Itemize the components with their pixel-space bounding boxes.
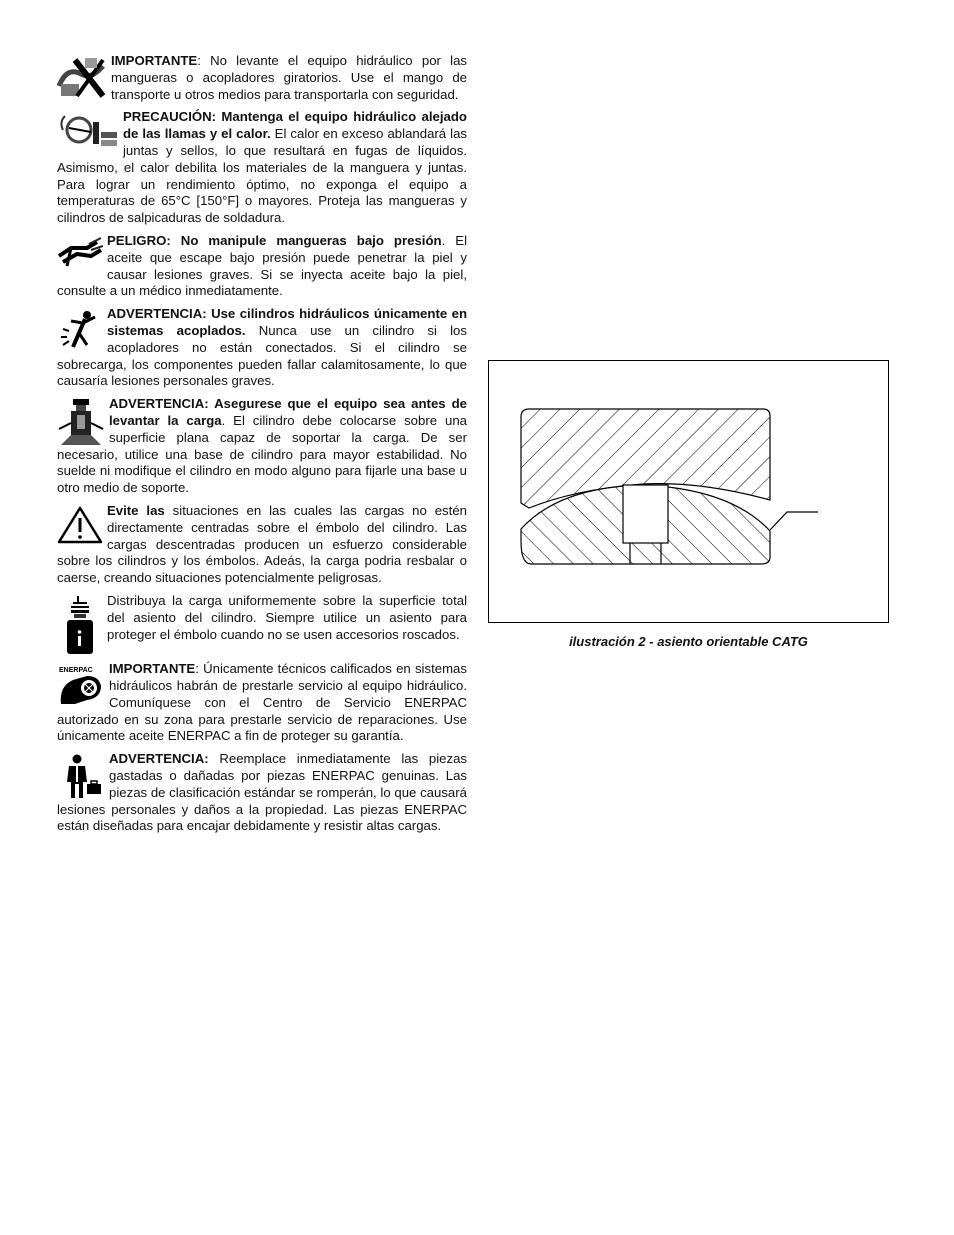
catg-saddle-figure	[488, 360, 889, 623]
safety-block-coupled-systems	[57, 306, 467, 390]
block-lead-tail: :	[197, 53, 201, 68]
block-lead-tail: :	[204, 751, 209, 767]
cylinder-load-icon	[57, 399, 105, 445]
block-lead: IMPORTANTE	[109, 661, 196, 677]
block-text: El calor en exceso ablandará las juntas y sellos, lo que resultará en fugas de líquidos. Asimismo, el calor debilita los materiales de la manguera y juntas. Para lograr un rendimiento óptimo, no exponga el equipo a temperaturas de 65°C [150°F] o mayores. Proteja las mangueras y cilindros de salpicaduras de soldadura.	[57, 126, 468, 226]
block-lead: Evite las	[107, 502, 165, 518]
warning-triangle-icon	[57, 506, 103, 544]
hand-injection-icon	[57, 236, 103, 270]
catg-saddle-drawing	[489, 361, 890, 624]
block-text: Distribuya la carga uniformemente sobre la superficie total del asiento del cilindro. Siempre utilice un asiento para proteger el émbolo cuando no se usen accesorios roscados.	[107, 592, 467, 642]
safety-block-no-lift-hose	[57, 53, 467, 103]
block-lead: ADVERTENCIA:	[109, 396, 209, 412]
figure-caption: ilustración 2 - asiento orientable CATG	[569, 634, 808, 649]
block-text: Reemplace inmediatamente las piezas gastadas o dañadas por piezas ENERPAC genuinas. Las piezas de clasificación estándar se romperán, lo que causará lesiones personales y daños a la propiedad. Las piezas ENERPAC están diseñadas para encajar debidamente y resistir altas cargas.	[57, 751, 467, 834]
block-lead: IMPORTANTE	[111, 53, 198, 68]
block-text: . El aceite que escape bajo presión puede penetrar la piel y causar lesiones graves. Si se inyecta aceite bajo la piel, consulte a un médico inmediatamente.	[57, 232, 467, 299]
enerpac-service-icon	[57, 664, 105, 708]
safety-block-genuine-parts	[57, 751, 467, 835]
block-lead: PELIGRO:	[107, 232, 171, 248]
heat-flame-icon	[57, 112, 119, 150]
safety-block-pressure-hose	[57, 233, 467, 300]
block-text: . El cilindro debe colocarse sobre una superficie plana capaz de soportar la carga. De ser necesario, utilice una base de cilindro para mayor estabilidad. No suelde ni modifique el cilindro en modo alguno para fijarle una base u otro medio de soporte.	[57, 412, 467, 496]
block-lead: ADVERTENCIA:	[107, 306, 207, 322]
block-lead: ADVERTENCIA	[109, 751, 205, 767]
safety-block-distribute-load	[57, 593, 467, 643]
block-lead-tail: :	[195, 661, 199, 677]
cylinder-saddle-icon	[57, 596, 103, 654]
block-bold-text: No manipule mangueras bajo presión	[170, 232, 442, 248]
block-lead-tail: :	[211, 109, 217, 125]
block-lead: PRECAUCIÓN	[123, 109, 212, 125]
enerpac-logo-text: ENERPAC	[59, 667, 93, 675]
safety-block-stable-base	[57, 396, 467, 497]
no-lift-by-hose-icon	[57, 56, 107, 100]
technician-icon	[57, 754, 105, 798]
block-text: situaciones en las cuales las cargas no estén directamente centradas sobre el émbolo del cilindro. Las cargas descentradas producen un esfuerzo considerable sobre los cilindros y los émbolos. Adeás, la carga podria resbalar o caerse, creando situaciones potencialmente peligrosas.	[57, 502, 467, 586]
block-bold-text: Use cilindros hidráulicos únicamente en sistemas acoplados.	[107, 306, 467, 338]
block-bold-text: Mantenga el equipo hidráulico alejado de las llamas y el calor.	[123, 109, 467, 142]
block-text: No levante el equipo hidráulico por las mangueras o acopladores giratorios. Use el mango de transporte u otros medios para transportarla con seguridad.	[111, 53, 467, 102]
safety-block-off-center-loads	[57, 503, 467, 587]
center-bore	[623, 485, 668, 543]
safety-block-qualified-service	[57, 661, 467, 745]
safety-block-heat	[57, 109, 467, 227]
block-text: Nunca use un cilindro si los acopladores no están conectados. Si el cilindro se sobrecarga, los componentes pueden fallar calamitosamente, lo que causaría lesiones personales graves.	[57, 322, 467, 389]
falling-person-icon	[57, 309, 103, 351]
block-text: Únicamente técnicos calificados en sistemas hidráulicos habrán de prestarle servicio al equipo hidráulico. Comuníquese con el Centro de Servicio ENERPAC autorizado en su zona para prestarle servicio de reparaciones. Use únicamente aceite ENERPAC a fin de proteger su garantía.	[57, 661, 467, 744]
block-bold-text: Asegurese que el equipo sea antes de levantar la carga	[109, 396, 467, 428]
safety-warnings-column	[57, 53, 467, 835]
leader-line	[770, 512, 818, 530]
